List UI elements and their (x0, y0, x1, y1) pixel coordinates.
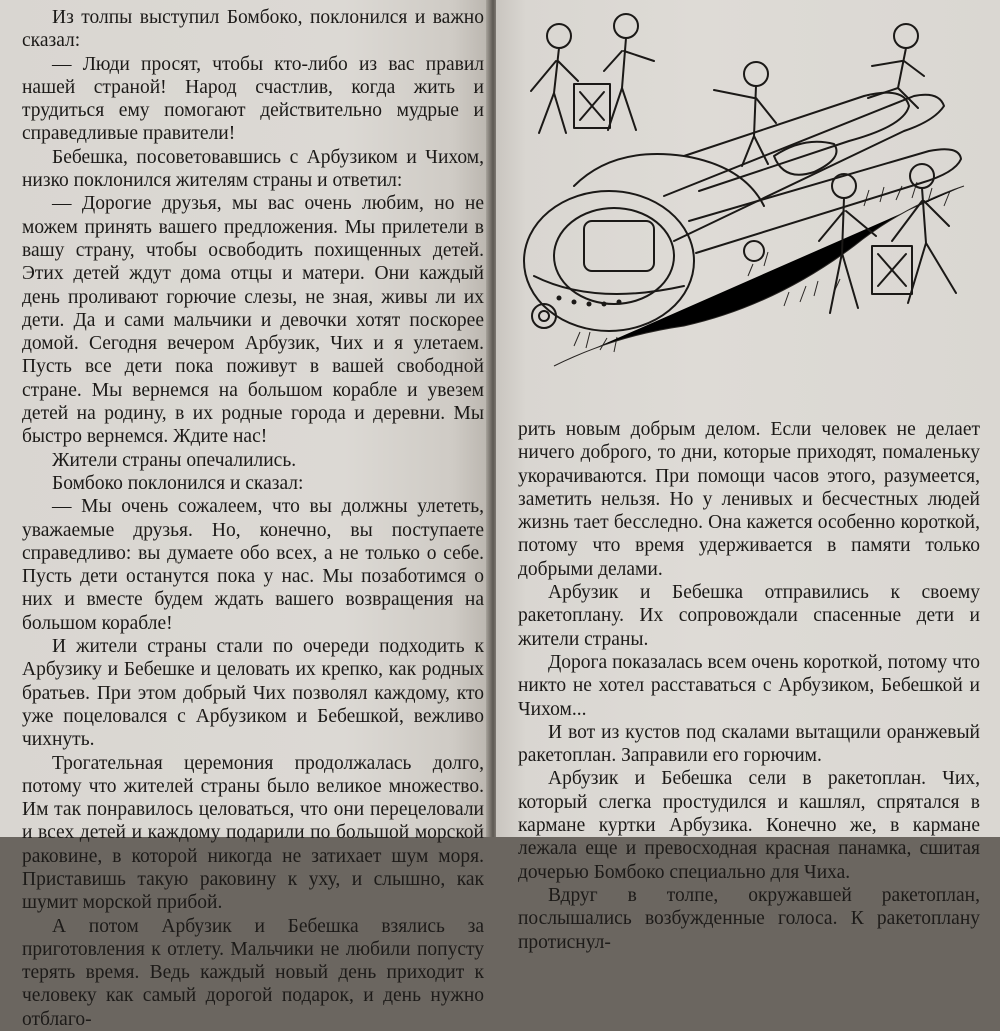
paragraph: — Люди просят, чтобы кто-либо из вас правил нашей страной! Народ счастлив, когда жить и трудиться ему помогают действительно мудрые и справедливые правители! (22, 53, 484, 145)
children-figures (531, 14, 956, 313)
paragraph: А потом Арбузик и Бебешка взялись за приготовления к отлету. Мальчики не любили попусту терять время. Ведь каждый новый день приходит к человеку как самый дорогой подарок, и день нужно отблаго- (22, 915, 484, 1030)
paragraph: — Дорогие друзья, мы вас очень любим, но не можем принять вашего предложения. Мы прилетели в вашу страну, чтобы освободить похищенных детей. Этих детей ждут дома отцы и матери. Они каждый день проливают горючие слезы, не зная, живы ли их дети. Да и сами мальчики и девочки хотят поскорее домой. Сегодня вечером Арбузик, Чих и я улетаем. Пусть все дети пока поживут в вашей свободной стране. Мы вернемся на большом корабле и увезем детей на родину, в их родные города и деревни. Мы быстро вернемся. Ждите нас! (22, 193, 484, 448)
paragraph: И жители страны стали по очереди подходить к Арбузику и Бебешке и целовать их крепко, как родных братьев. При этом добрый Чих позволял каждому, кто уже поцеловался с Арбузиком и Бебешкой, вежливо чихнуть. (22, 636, 484, 751)
paragraph: Вдруг в толпе, окружавшей ракетоплан, послышались возбужденные голоса. К ракетоплану протиснул- (518, 884, 980, 953)
right-page-text (518, 418, 980, 954)
rocket-plane-with-children-illustration (514, 6, 974, 394)
paragraph: Дорога показалась всем очень короткой, потому что никто не хотел расставаться с Арбузиком, Бебешкой и Чихом... (518, 651, 980, 720)
left-page (0, 0, 492, 1030)
paragraph: Бебешка, посоветовавшись с Арбузиком и Чихом, низко поклонился жителям страны и ответил: (22, 146, 484, 192)
paragraph: И вот из кустов под скалами вытащили оранжевый ракетоплан. Заправили его горючим. (518, 721, 980, 767)
paragraph: Бомбоко поклонился и сказал: (52, 472, 304, 494)
paragraph: — Мы очень сожалеем, что вы должны улететь, уважаемые друзья. Но, конечно, вы поступаете справедливо: вы думаете обо всех, а не только о себе. Пусть дети останутся пока у нас. Мы позаботимся о них и вместе будем ждать вашего возвращения на большом корабле! (22, 496, 484, 634)
paragraph: рить новым добрым делом. Если человек не делает ничего доброго, то дни, которые приходят, помаленьку укорачиваются. При помощи часов этого, разумеется, заметить нельзя. Но у ленивых и бесчестных людей жизнь тает бесследно. Она кажется особенно короткой, потому что время удерживается в памяти только добрыми делами. (518, 419, 980, 580)
left-page-text (22, 6, 484, 1031)
paragraph: Трогательная церемония продолжалась долго, потому что жителей страны было великое множество. Им так понравилось целоваться, что они перецеловали и всех детей и каждому подарили по большой морской раковине, в которой никогда не затихает шум моря. Приставишь такую раковину к уху, и слышно, как шумит морской прибой. (22, 752, 484, 914)
paragraph: Из толпы выступил Бомбоко, поклонился и важно сказал: (22, 7, 484, 52)
paragraph: Арбузик и Бебешка отправились к своему ракетоплану. Их сопровождали спасенные дети и жители страны. (518, 582, 980, 650)
paragraph: Арбузик и Бебешка сели в ракетоплан. Чих, который слегка простудился и кашлял, спрятался в кармане куртки Арбузика. Конечно же, в кармане лежала еще и превосходная красная панамка, сшитая дочерью Бомбоко специально для Чиха. (518, 768, 980, 883)
paragraph: Жители страны опечалились. (52, 449, 297, 471)
right-page (496, 0, 1000, 953)
